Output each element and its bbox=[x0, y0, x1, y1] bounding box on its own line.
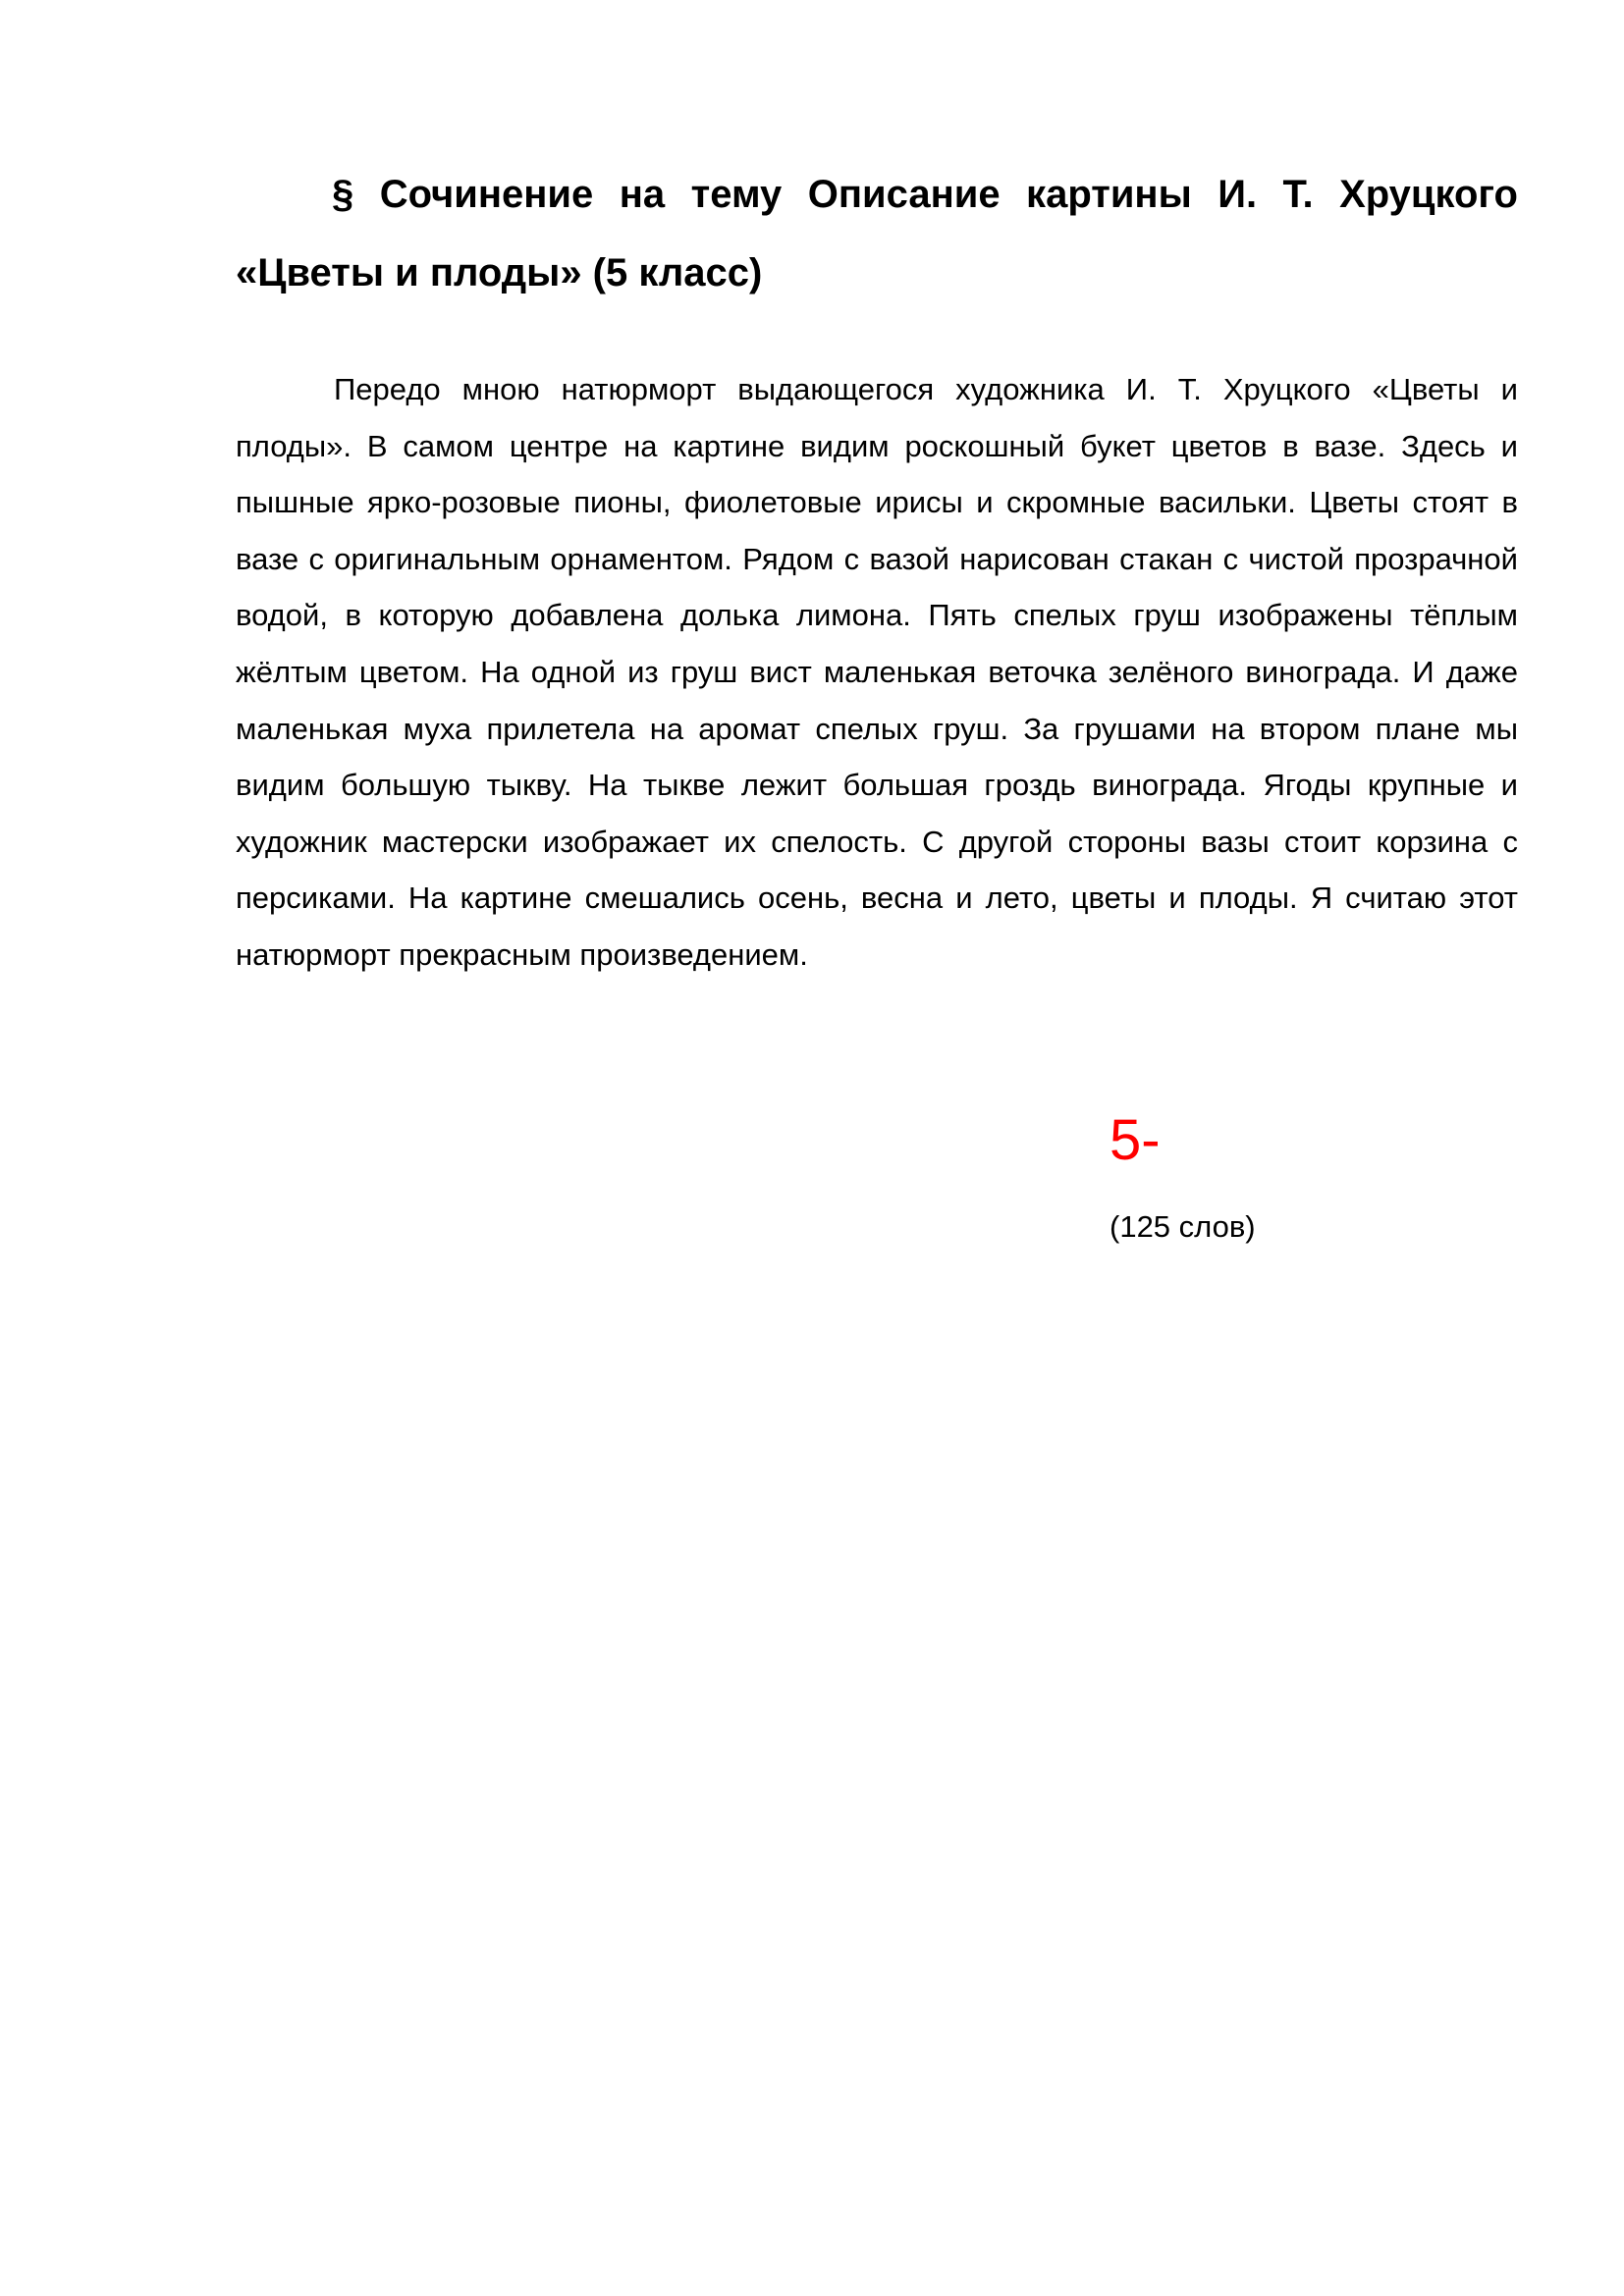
essay-body: Передо мною натюрморт выдающегося художника И. Т. Хруцкого «Цветы и плоды». В самом центре на картине видим роскошный букет цветов в вазе. Здесь и пышные ярко-розовые пионы, фиолетовые ирисы и скромные васильки. Цветы стоят в вазе с оригинальным орнаментом. Рядом с вазой нарисован стакан с чистой прозрачной водой, в которую добавлена долька лимона. Пять спелых груш изображены тёплым жёлтым цветом. На одной из груш вист маленькая веточка зелёного винограда. И даже маленькая муха прилетела на аромат спелых груш. За грушами на втором плане мы видим большую тыкву. На тыкве лежит большая гроздь винограда. Ягоды крупные и художник мастерски изображает их спелость. С другой стороны вазы стоит корзина с персиками. На картине смешались осень, весна и лето, цветы и плоды. Я считаю этот натюрморт прекрасным произведением. bbox=[236, 372, 1518, 972]
word-count: (125 слов) bbox=[1110, 1209, 1256, 1244]
essay-title: § Сочинение на тему Описание картины И. Т. Хруцкого «Цветы и плоды» (5 класс) bbox=[236, 173, 1518, 294]
grade-mark: 5- bbox=[1110, 1108, 1161, 1172]
